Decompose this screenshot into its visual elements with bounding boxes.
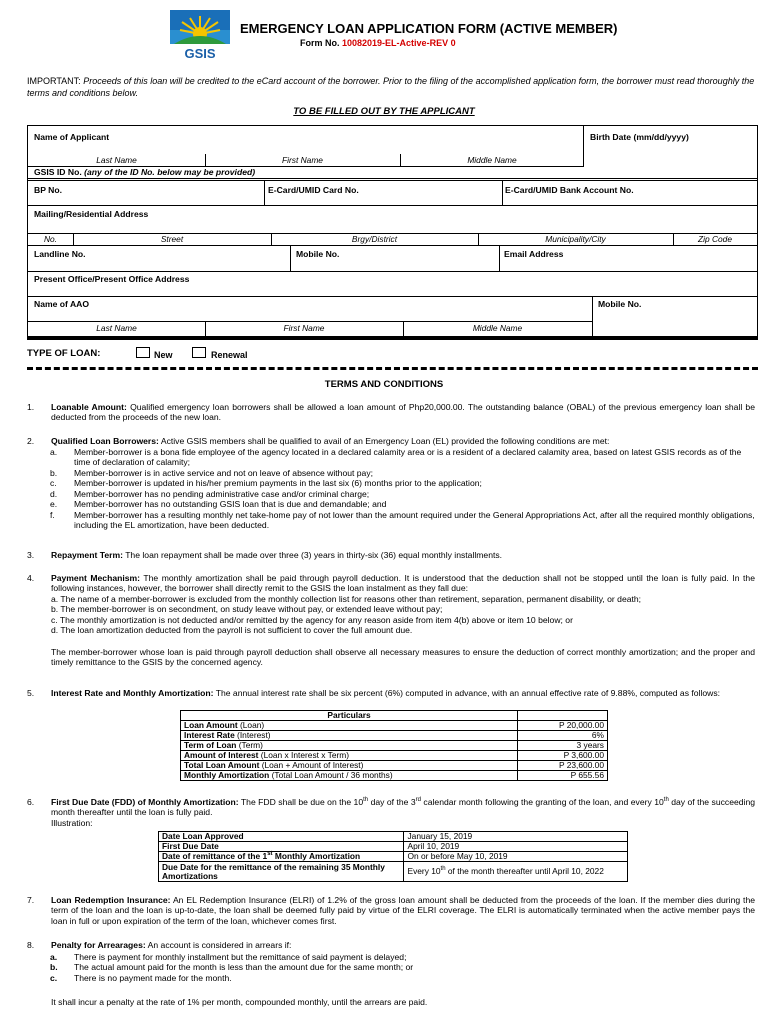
- birth-date-label: Birth Date (mm/dd/yyyy): [590, 132, 689, 142]
- renewal-loan-label: Renewal: [211, 350, 248, 360]
- term-1-loanable-amount: 1. Loanable Amount: Qualified emergency loan borrowers shall be allowed a loan amount of Php20,000.00. The outstanding balance (OBAL) of the previous emergency loan shall be deducted from the proceeds of the new loan.: [27, 402, 755, 423]
- landline-label: Landline No.: [34, 249, 86, 259]
- table-row: Loan Amount (Loan) P 20,000.00: [181, 721, 608, 731]
- term-8-penalty-paragraph: It shall incur a penalty at the rate of 1% per month, compounded monthly, until the arrears are paid.: [51, 997, 428, 1007]
- amortization-table: Particulars Loan Amount (Loan) P 20,000.00 Interest Rate (Interest) 6% Term of Loan (Term) 3 years Amount of Interest (Loan x Interest x Term) P 3,600.00 Total Loan Amount (Loan + Amount of Interest) P 23,600.00 Monthly Amortization (Total Loan Amount / 36 months) P 655.56: [180, 710, 608, 781]
- last-name-sublabel: Last Name: [96, 155, 137, 165]
- middle-name-sublabel: Middle Name: [467, 155, 517, 165]
- table-row: First Due Date April 10, 2019: [159, 842, 628, 852]
- table-row: Amount of Interest (Loan x Interest x Term) P 3,600.00: [181, 751, 608, 761]
- list-item: a. There is payment for monthly installment but the remittance of said payment is delayed;: [50, 952, 407, 962]
- table-row: Term of Loan (Term) 3 years: [181, 741, 608, 751]
- term-2-conditions-list: [50, 447, 755, 531]
- type-of-loan-label: TYPE OF LOAN:: [27, 348, 101, 359]
- gsis-id-label: GSIS ID No. (any of the ID No. below may be provided): [34, 167, 256, 177]
- to-be-filled-heading: TO BE FILLED OUT BY THE APPLICANT: [293, 106, 475, 117]
- addr-brgy-sublabel: Brgy/District: [351, 234, 398, 244]
- table-row: Total Loan Amount (Loan + Amount of Interest) P 23,600.00: [181, 761, 608, 771]
- list-item: c. There is no payment made for the month.: [50, 972, 232, 983]
- list-item: c. Member-borrower is updated in his/her premium payments in the last six (6) months prior to the application;: [50, 478, 482, 489]
- table-row: Due Date for the remittance of the remaining 35 Monthly Amortizations Every 10th of the month thereafter until April 10, 2022: [159, 862, 628, 882]
- list-item: e. Member-borrower has no outstanding GSIS loan that is due and demandable; and: [50, 499, 387, 510]
- table-row: Date of remittance of the 1st Monthly Amortization On or before May 10, 2019: [159, 852, 628, 862]
- aao-last-name-sublabel: Last Name: [96, 323, 137, 333]
- renewal-loan-checkbox[interactable]: [192, 347, 206, 358]
- mailing-address-label: Mailing/Residential Address: [34, 209, 149, 219]
- term-6-first-due-date: 6. First Due Date (FDD) of Monthly Amortization: The FDD shall be due on the 10th day of the 3rd calendar month following the granting of the loan, and every 10th day of the succeeding month thereafter until the loan is fully paid. Illustration:: [27, 797, 756, 828]
- addr-zip-sublabel: Zip Code: [698, 234, 732, 244]
- important-notice: IMPORTANT: Proceeds of this loan will be credited to the eCard account of the borrower. Prior to the filing of the accomplished application form, the borrower must read thoroughly the terms and conditions below.: [27, 76, 755, 98]
- list-item: f. Member-borrower has a resulting monthly net take-home pay of not lower than the amount required under the General Appropriations Act, after all the required monthly obligations, including the EL amortization, have been deducted.: [50, 509, 755, 531]
- ecard-umid-label: E-Card/UMID Card No.: [268, 185, 359, 195]
- list-item: b. The actual amount paid for the month is less than the amount due for the same month; or: [50, 962, 414, 973]
- term-8-arrears-list: [50, 952, 755, 983]
- list-item: a. Member-borrower is a bona fide employee of the agency located in a declared calamity area or is a resident of a declared calamity area, based on latest GSIS records as of the time of declaration of calamity;: [50, 447, 742, 468]
- email-label: Email Address: [504, 249, 564, 259]
- addr-street-sublabel: Street: [160, 234, 184, 244]
- gsis-logo: [170, 10, 230, 60]
- due-date-illustration-table: [158, 831, 628, 882]
- aao-mobile-label: Mobile No.: [598, 299, 642, 309]
- term-5-interest-rate: 5. Interest Rate and Monthly Amortization: The annual interest rate shall be six percent (6%) computed in advance, with an annual effective rate of 9.88%, computed as follows:: [27, 688, 721, 698]
- addr-no-sublabel: No.: [43, 234, 58, 244]
- list-item: b. Member-borrower is in active service and not on leave of absence without pay;: [50, 467, 374, 478]
- first-name-sublabel: First Name: [282, 155, 323, 165]
- new-loan-label: New: [154, 350, 173, 360]
- new-loan-checkbox[interactable]: [136, 347, 150, 358]
- aao-first-name-sublabel: First Name: [283, 323, 325, 333]
- mobile-label: Mobile No.: [296, 249, 340, 259]
- table-row: Date Loan Approved January 15, 2019: [159, 832, 628, 842]
- term-7-loan-redemption-insurance: 7. Loan Redemption Insurance: An EL Redemption Insurance (ELRI) of 1.2% of the gross loan amount shall be deducted from the proceeds of the loan. If the member dies during the term of the loan and the loan is up-to-date, the loan shall be deemed fully paid by virtue of the ELRI coverage. The ELRI is automatically terminated when the active member pays the loan in full or upon expiration of the term of the loan, whichever comes first.: [27, 895, 756, 926]
- form-number: Form No. 10082019-EL-Active-REV 0: [300, 38, 456, 48]
- name-of-aao-label: Name of AAO: [34, 299, 90, 309]
- bp-no-label: BP No.: [34, 185, 63, 195]
- dashed-divider: [27, 367, 758, 370]
- term-3-repayment-term: 3. Repayment Term: The loan repayment shall be made over three (3) years in thirty-six (36) equal monthly installments.: [27, 550, 503, 560]
- applicant-form-table: [27, 125, 758, 340]
- addr-muni-sublabel: Municipality/City: [545, 234, 606, 244]
- svg-text:GSIS: GSIS: [184, 46, 216, 60]
- term-8-penalty-arrearages: 8. Penalty for Arrearages: An account is considered in arrears if:: [27, 940, 292, 950]
- name-of-applicant-label: Name of Applicant: [34, 132, 110, 142]
- form-title: EMERGENCY LOAN APPLICATION FORM (ACTIVE MEMBER): [240, 21, 618, 36]
- table-row: Interest Rate (Interest) 6%: [181, 731, 608, 741]
- ecard-bank-label: E-Card/UMID Bank Account No.: [505, 185, 634, 195]
- aao-middle-name-sublabel: Middle Name: [472, 323, 523, 333]
- term-2-qualified-borrowers: 2. Qualified Loan Borrowers: Active GSIS members shall be qualified to avail of an Emergency Loan (EL) provided the following conditions are met:: [27, 436, 610, 446]
- table-row: Monthly Amortization (Total Loan Amount / 36 months) P 655.56: [181, 771, 608, 781]
- list-item: d. Member-borrower has no pending administrative case and/or criminal charge;: [50, 488, 370, 499]
- term-4-payment-mechanism: 4. Payment Mechanism: The monthly amortization shall be paid through payroll deduction. It is understood that the deduction shall not be stopped until the loan is fully paid. In the following instances, however, the borrower shall directly remit to the GSIS the loan instalment as they fall due: a. The name of a member-borrower is excluded from the monthly collection list for reasons other than retirement, separation, permanent disability, or death; b. The member-borrower is on secondment, on study leave without pay, or extended leave without pay; c. The monthly amortization is not deducted and/or remitted by the agency for any reason aside from item 4(b) above or item 10 below; or d. The loan amortization deducted from the payroll is not sufficient to cover the full amount due. The member-borrower whose loan is paid through payroll deduction shall observe all necessary measures to ensure the deduction of correct monthly amortization; and the proper and timely remittance to the GSIS by the concerned agency.: [27, 573, 755, 668]
- terms-title: TERMS AND CONDITIONS: [324, 379, 444, 390]
- office-address-label: Present Office/Present Office Address: [34, 274, 190, 284]
